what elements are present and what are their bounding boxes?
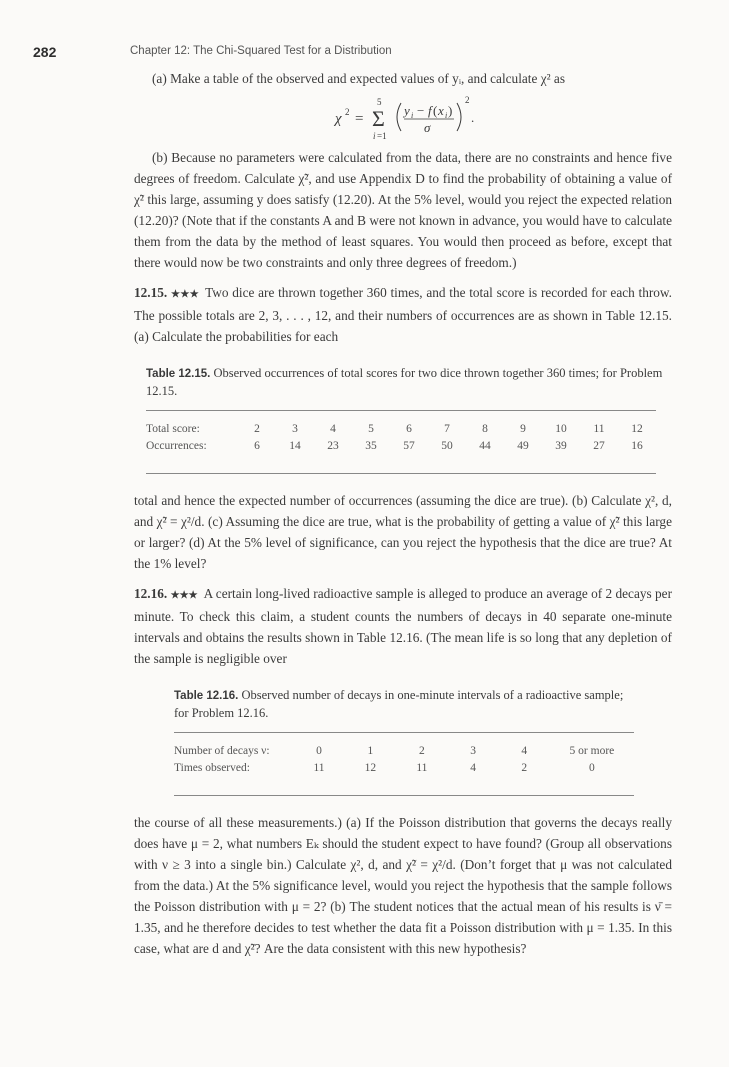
cell: 2: [254, 423, 260, 435]
svg-text:x: x: [438, 103, 444, 118]
cell: 4: [521, 745, 528, 757]
svg-text:2: 2: [345, 107, 350, 117]
svg-text:.: .: [471, 110, 475, 125]
row-label: Times observed:: [174, 762, 250, 774]
difficulty-stars-icon: ★★★: [170, 590, 198, 601]
part-b-paragraph: (b) Because no parameters were calculated from the data, there are no constraints and hence five degrees of freedom. Calculate χ̃², and use Appendix D to find the probability of obtaining a value of χ̃² this large, assuming y does satisfy (12.20). At the 5% level, would you reject the expected relation (12.20)? (Note that if the constants A and B were not known in advance, you would have to calculate them from the data by the method of least squares. You would then proceed as before, except that there would now be two constraints and only three degrees of freedom.): [134, 150, 672, 270]
cell: 7: [444, 423, 450, 435]
svg-text:χ: χ: [335, 111, 342, 127]
problem-12-16: [134, 583, 672, 669]
svg-text:f: f: [428, 103, 432, 118]
table-row: [174, 743, 634, 760]
problem-text: Two dice are thrown together 360 times, and the total score is recorded for each throw. The possible totals are 2, 3, . . . , 12, and their numbers of occurrences are as shown in Table 12.15. (a) Calculate the probabilities for each: [134, 285, 672, 344]
cell: 4: [470, 762, 477, 774]
cell: 2: [521, 762, 528, 774]
cell: 44: [479, 440, 491, 452]
cell: 27: [593, 440, 605, 452]
cell: 11: [416, 762, 428, 774]
cell: 11: [593, 423, 605, 435]
row-label: Total score:: [146, 423, 200, 435]
svg-text:Σ: Σ: [372, 106, 385, 131]
cell: 0: [316, 745, 322, 757]
cell: 3: [470, 745, 477, 757]
cell: 8: [482, 423, 488, 435]
cell: 50: [441, 440, 453, 452]
problem-text: A certain long-lived radioactive sample is alleged to produce an average of 2 decays per minute. To check this claim, a student counts the numbers of decays in 40 separate one-minute intervals and obtains the results shown in Table 12.16. (The mean life is so long that any depletion of the sample is negligible over: [134, 586, 673, 666]
cell: 14: [289, 440, 301, 452]
table-row: [146, 421, 656, 438]
svg-text:2: 2: [465, 95, 470, 105]
cell: 11: [313, 762, 325, 774]
svg-text:=: =: [355, 111, 364, 127]
row-label: Occurrences:: [146, 440, 207, 452]
table-12-15: [146, 365, 664, 474]
cell: 12: [631, 423, 643, 435]
running-head: Chapter 12: The Chi-Squared Test for a Distribution: [130, 45, 392, 57]
svg-text:i: i: [373, 131, 376, 141]
part-a-paragraph: (a) Make a table of the observed and expected values of yᵢ, and calculate χ² as: [152, 71, 566, 86]
formula-graphic: [283, 89, 523, 147]
table-12-16: [174, 687, 634, 796]
svg-text:): ): [448, 103, 453, 118]
dice-table: [146, 410, 656, 474]
cell: 9: [520, 423, 526, 435]
page-number: 282: [33, 44, 57, 60]
cell: 12: [364, 762, 377, 774]
table-row: [146, 438, 656, 455]
cell: 3: [292, 423, 298, 435]
difficulty-stars-icon: ★★★: [170, 289, 200, 300]
cell: 10: [555, 423, 567, 435]
svg-text:−: −: [417, 103, 425, 118]
svg-text:i: i: [411, 111, 414, 120]
problem-number: 12.16.: [134, 586, 168, 601]
page-body: [134, 68, 672, 959]
table-caption: Table 12.16. Observed number of decays in one-minute intervals of a radioactive sample; for Problem 12.16.: [174, 688, 624, 720]
svg-text:y: y: [404, 103, 410, 118]
cell: 16: [631, 440, 643, 452]
svg-text:=1: =1: [377, 131, 387, 141]
cell: 23: [327, 440, 339, 452]
cell: 49: [517, 440, 529, 452]
cell: 4: [330, 423, 336, 435]
cell: 1: [367, 745, 374, 757]
row-label: Number of decays ν:: [174, 745, 270, 757]
problem-12-15-continued: total and hence the expected number of occurrences (assuming the dice are true). (b) Calculate χ², d, and χ̃² = χ²/d. (c) Assuming the dice are true, what is the probability of getting a value of χ̃² this large or larger? (d) At the 5% level of significance, can you reject the hypothesis that the dice are true? At the 1% level?: [134, 493, 672, 571]
problem-12-15: [134, 282, 672, 347]
problem-12-16-continued: the course of all these measurements.) (a) If the Poisson distribution that governs the decays really does have μ = 2, what numbers Eₖ should the student expect to have found? (Group all observations with ν ≥ 3 into a single bin.) Calculate χ², d, and χ̃² = χ²/d. (Don’t forget that μ was not calculated from the data.) At the 5% significance level, would you reject the hypothesis that the sample follows the Poisson distribution with μ = 2? (b) The student notices that the actual mean of his results is ν̄ = 1.35, and he therefore decides to test whether the data fit a Poisson distribution with μ = 1.35. In this case, what are d and χ̃²? Are the data consistent with this new hypothesis?: [134, 815, 672, 956]
svg-text:σ: σ: [424, 120, 431, 135]
cell: 57: [403, 440, 415, 452]
part-b-text: Because no parameters were calculated from the data, there are no constraints and hence five degrees of freedom. Calculate χ̃², and use Appendix D to find the probability of obtaining a value of χ̃² this large, assuming y does satisfy (12.20). At the 5% level, would you reject the expected relation (12.20)? (Note that if the constants A and B were not known in advance, you would have to calculate them from the data by the method of least squares. You would then proceed as before, except that there would now be two constraints and only three degrees of freedom.): [134, 150, 672, 270]
cell: 0: [589, 762, 595, 774]
table-row: [174, 760, 634, 777]
cell: 6: [254, 440, 260, 452]
cell: 35: [365, 440, 377, 452]
cell: 6: [406, 423, 412, 435]
cell: 5 or more: [569, 745, 615, 757]
part-a-text: Make a table of the observed and expected values of yᵢ, and calculate χ² as: [170, 71, 566, 86]
chi-squared-formula: [134, 89, 672, 147]
decay-table: [174, 732, 634, 796]
svg-text:5: 5: [377, 97, 382, 107]
cell: 2: [419, 745, 425, 757]
cell: 5: [368, 423, 374, 435]
cell: 39: [555, 440, 567, 452]
svg-text:(: (: [433, 103, 438, 118]
problem-number: 12.15.: [134, 285, 168, 300]
table-caption: Table 12.15. Observed occurrences of total scores for two dice thrown together 360 times; for Problem 12.15.: [146, 366, 663, 398]
svg-text:i: i: [445, 111, 448, 120]
